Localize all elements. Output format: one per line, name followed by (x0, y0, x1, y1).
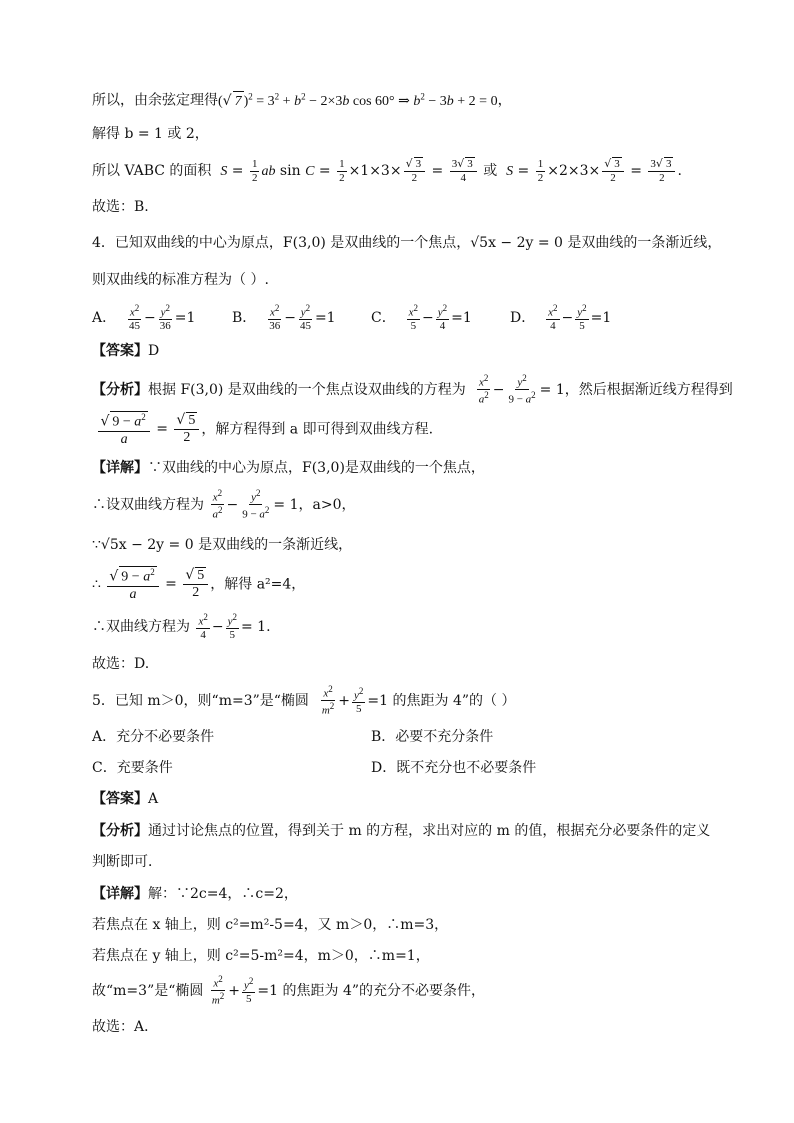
q4-stem-2: 则双曲线的标准方程为（ ）. (92, 272, 269, 288)
answer-value: D (148, 343, 160, 359)
option-a-render: $\frac{x^2}{45}$ − $\frac{y^2}{36}$ =1 (129, 303, 196, 333)
q5-answer (92, 789, 158, 809)
cosine-law-line (92, 86, 512, 112)
analysis-label: 【分析】 (92, 823, 148, 839)
text: ，然后根据渐近线方程得到 (564, 381, 733, 398)
q4-option-b (232, 303, 336, 333)
text: ∴ (92, 576, 101, 593)
text: 所以，由余弦定理得 (92, 92, 218, 109)
text: =1 的焦距为 4”的充分不必要条件， (257, 982, 486, 999)
q5-option-c: C．充要条件 (92, 760, 173, 776)
ratio-render-2: $\frac{√ 9 - a^2}{a}$ = $\frac{√ 5}{2}$ (105, 576, 210, 592)
q5-detail-3: 若焦点在 y 轴上，则 c²=5-m²=4，m＞0，∴m=1， (92, 948, 430, 964)
detail-label: 【详解】 (92, 460, 148, 476)
q4-analysis (92, 373, 733, 407)
q4-detail-4 (92, 566, 305, 603)
q4-answer (92, 341, 159, 361)
answer-label: 【答案】 (92, 343, 148, 359)
q5-final: 故选：A． (92, 1019, 159, 1035)
q5-analysis-1 (92, 821, 710, 841)
text: 或 (483, 163, 498, 179)
q5-option-d: D．既不充分也不必要条件 (371, 760, 537, 776)
q4-option-c (371, 303, 472, 333)
option-b-render: $\frac{x^2}{36}$ − $\frac{y^2}{45}$ =1 (269, 303, 336, 333)
ellipse-render: $\frac{x^2}{m^2}$ + $\frac{y^2}{5}$ (321, 684, 364, 717)
text: ∴设双曲线方程为 (92, 496, 204, 513)
text: . (677, 163, 682, 179)
q5-stem (92, 684, 515, 718)
q5-detail-1 (92, 884, 298, 904)
text: 通过讨论焦点的位置，得到关于 m 的方程，求出对应的 m 的值，根据充分必要条件的定义 (148, 823, 711, 839)
text: ∴双曲线方程为 (92, 619, 190, 635)
text: ∵双曲线的中心为原点，F(3,0)是双曲线的一个焦点， (148, 460, 485, 476)
general-equation-render: $\frac{x^2}{a^2}$ − $\frac{y^2}{9 - a^2}$ = 1 (478, 373, 565, 406)
text: ，解得 a²=4， (210, 576, 306, 593)
text: =1 的焦距为 4”的（ ） (367, 692, 516, 709)
q4-option-a (92, 303, 195, 333)
q4-option-d (510, 303, 611, 333)
answer-value: A (148, 791, 159, 807)
option-letter: C． (371, 309, 396, 326)
ratio-render: $\frac{√ 9 - a^2}{a}$ = $\frac{√ 5}{2}$ (96, 421, 201, 437)
q4-final: 故选：D. (92, 656, 150, 672)
q5-detail-2: 若焦点在 x 轴上，则 c²=m²-5=4，又 m＞0，∴m=3， (92, 917, 449, 933)
q4-stem: 4．已知双曲线的中心为原点，F(3,0) 是双曲线的一个焦点，√5x − 2y = 0 是双曲线的一条渐近线， (92, 235, 722, 251)
option-letter: B． (232, 309, 257, 326)
analysis-label: 【分析】 (92, 381, 148, 398)
q5-detail-4 (92, 974, 485, 1008)
text: 解：∵2c=4，∴c=2， (148, 886, 298, 902)
area-render-1: S = $\frac{1}{2}$ ab sin C = $\frac{1}{2}$ ×1×3× $\frac{√ 3}{2}$ = $\frac{3√ 3}{4}$ (220, 163, 478, 179)
cosine-law-render: (√ 7 )$^2 = 3^2 + b^2 - 2\times 3b$ cos 60° ⇒ $b^2 - 3b + 2 = 0$ (218, 94, 498, 109)
ellipse-render-2: $\frac{x^2}{m^2}$ + $\frac{y^2}{5}$ (211, 974, 254, 1007)
q5-option-a: A．充分不必要条件 (92, 729, 215, 745)
q4-detail-1 (92, 458, 485, 478)
q4-detail-5 (92, 612, 271, 642)
detail-label: 【详解】 (92, 886, 148, 902)
text: 5．已知 m＞0，则“m=3”是“椭圆 (92, 692, 309, 709)
q4-detail-3: ∵√5x − 2y = 0 是双曲线的一条渐近线， (92, 537, 353, 553)
option-letter: D． (510, 309, 536, 326)
option-letter: A． (92, 309, 117, 326)
solve-b-line: 解得 b = 1 或 2， (92, 126, 209, 142)
q5-analysis-2: 判断即可． (92, 854, 162, 870)
answer-label: 【答案】 (92, 791, 148, 807)
area-render-2: S = $\frac{1}{2}$ ×2×3× $\frac{√ 3}{2}$ = $\frac{3√ 3}{2}$ (506, 163, 677, 179)
text: ， (497, 92, 512, 109)
text: ，a>0， (298, 496, 356, 513)
q5-option-b: B．必要不充分条件 (371, 729, 494, 745)
general-equation-render-2: $\frac{x^2}{a^2}$ − $\frac{y^2}{9 - a^2}$ = 1 (212, 488, 299, 521)
final-equation-render: $\frac{x^2}{4}$ − $\frac{y^2}{5}$ = 1 (198, 612, 267, 642)
text: . (266, 619, 271, 635)
q4-analysis-2 (92, 411, 433, 448)
choice-b-line: 故选：B. (92, 199, 149, 215)
text: 所以 VABC 的面积 (92, 163, 212, 179)
text: 故“m=3”是“椭圆 (92, 982, 204, 999)
option-d-render: $\frac{x^2}{4}$ − $\frac{y^2}{5}$ =1 (548, 303, 612, 333)
text: 根据 F(3,0) 是双曲线的一个焦点设双曲线的方程为 (148, 381, 466, 398)
q4-detail-2 (92, 488, 355, 522)
text: ，解方程得到 a 即可得到双曲线方程. (201, 421, 434, 438)
area-line (92, 156, 682, 187)
option-c-render: $\frac{x^2}{5}$ − $\frac{y^2}{4}$ =1 (408, 303, 472, 333)
